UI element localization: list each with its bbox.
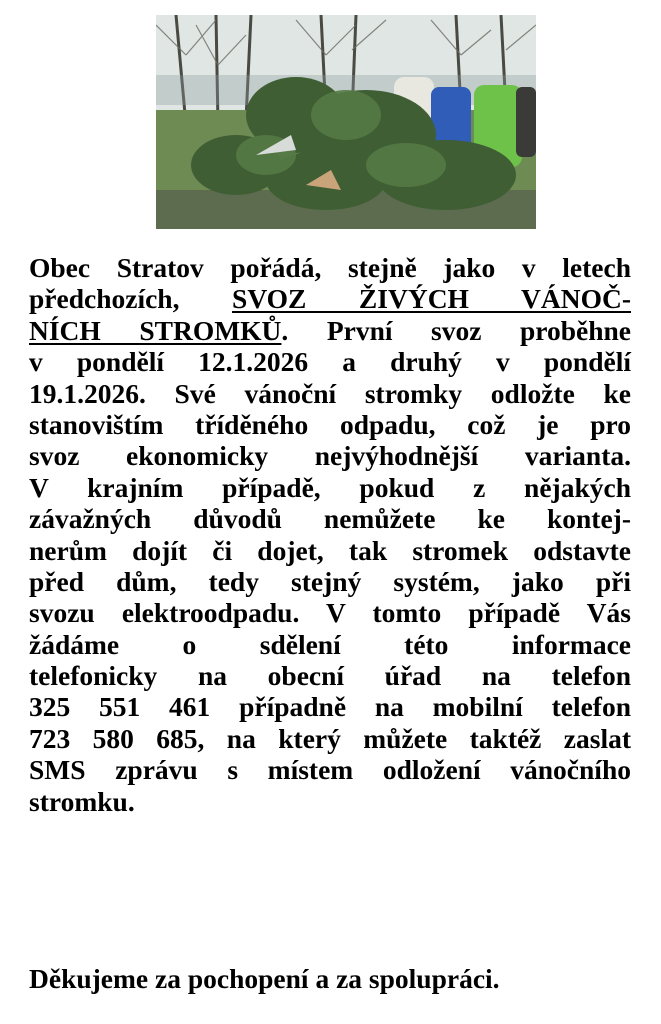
notice-fragment: 723 580 685, na který můžete taktéž zaslat: [29, 722, 631, 754]
notice-fragment: v pondělí 12.1.2026 a druhý v pondělí: [29, 346, 631, 378]
notice-line: [29, 660, 631, 691]
notice-highlight: SVOZ ŽIVÝCH VÁNOČ-: [232, 283, 631, 315]
notice-fragment: telefonicky na obecní úřad na telefon: [29, 660, 631, 692]
thanks-text: Děkujeme za pochopení a za spolupráci.: [29, 963, 500, 994]
notice-line: [29, 754, 631, 785]
notice-fragment: závažných důvodů nemůžete ke kontej-: [29, 503, 631, 535]
notice-line: [29, 315, 631, 346]
notice-line: [29, 440, 631, 471]
notice-line: [29, 723, 631, 754]
notice-line: [29, 535, 631, 566]
notice-line: [29, 283, 631, 314]
notice-line: [29, 629, 631, 660]
notice-fragment: SMS zprávu s místem odložení vánočního: [29, 754, 631, 786]
notice-fragment: 19.1.2026. Své vánoční stromky odložte ke: [29, 377, 631, 409]
notice-fragment: V krajním případě, pokud z nějakých: [29, 471, 631, 503]
notice-line: [29, 472, 631, 503]
notice-line: [29, 691, 631, 722]
notice-fragment: 325 551 461 případně na mobilní telefon: [29, 691, 631, 723]
notice-highlight: NÍCH STROMKŮ: [29, 314, 282, 346]
christmas-trees-photo: [156, 15, 536, 229]
notice-line: [29, 252, 631, 283]
notice-line: [29, 503, 631, 534]
notice-fragment: . První svoz proběhne: [281, 314, 631, 346]
notice-fragment: svozu elektroodpadu. V tomto případě Vás: [29, 597, 631, 629]
notice-fragment: Obec Stratov pořádá, stejně jako v letech: [29, 252, 631, 283]
notice-fragment: svoz ekonomicky nejvýhodnější varianta.: [29, 440, 631, 472]
notice-fragment: stromku.: [29, 785, 135, 817]
notice-text: [29, 252, 631, 817]
notice-fragment: před dům, tedy stejný systém, jako při: [29, 565, 631, 597]
notice-line: [29, 566, 631, 597]
notice-fragment: předchozích,: [29, 283, 233, 315]
notice-fragment: stanovištím tříděného odpadu, což je pro: [29, 408, 631, 440]
photo-illustration: [156, 15, 536, 229]
notice-fragment: nerům dojít či dojet, tak stromek odstavte: [29, 534, 631, 566]
notice-line: [29, 597, 631, 628]
notice-line: [29, 409, 631, 440]
notice-line: [29, 786, 631, 817]
notice-line: [29, 378, 631, 409]
notice-line: [29, 346, 631, 377]
notice-fragment: žádáme o sdělení této informace: [29, 628, 631, 660]
